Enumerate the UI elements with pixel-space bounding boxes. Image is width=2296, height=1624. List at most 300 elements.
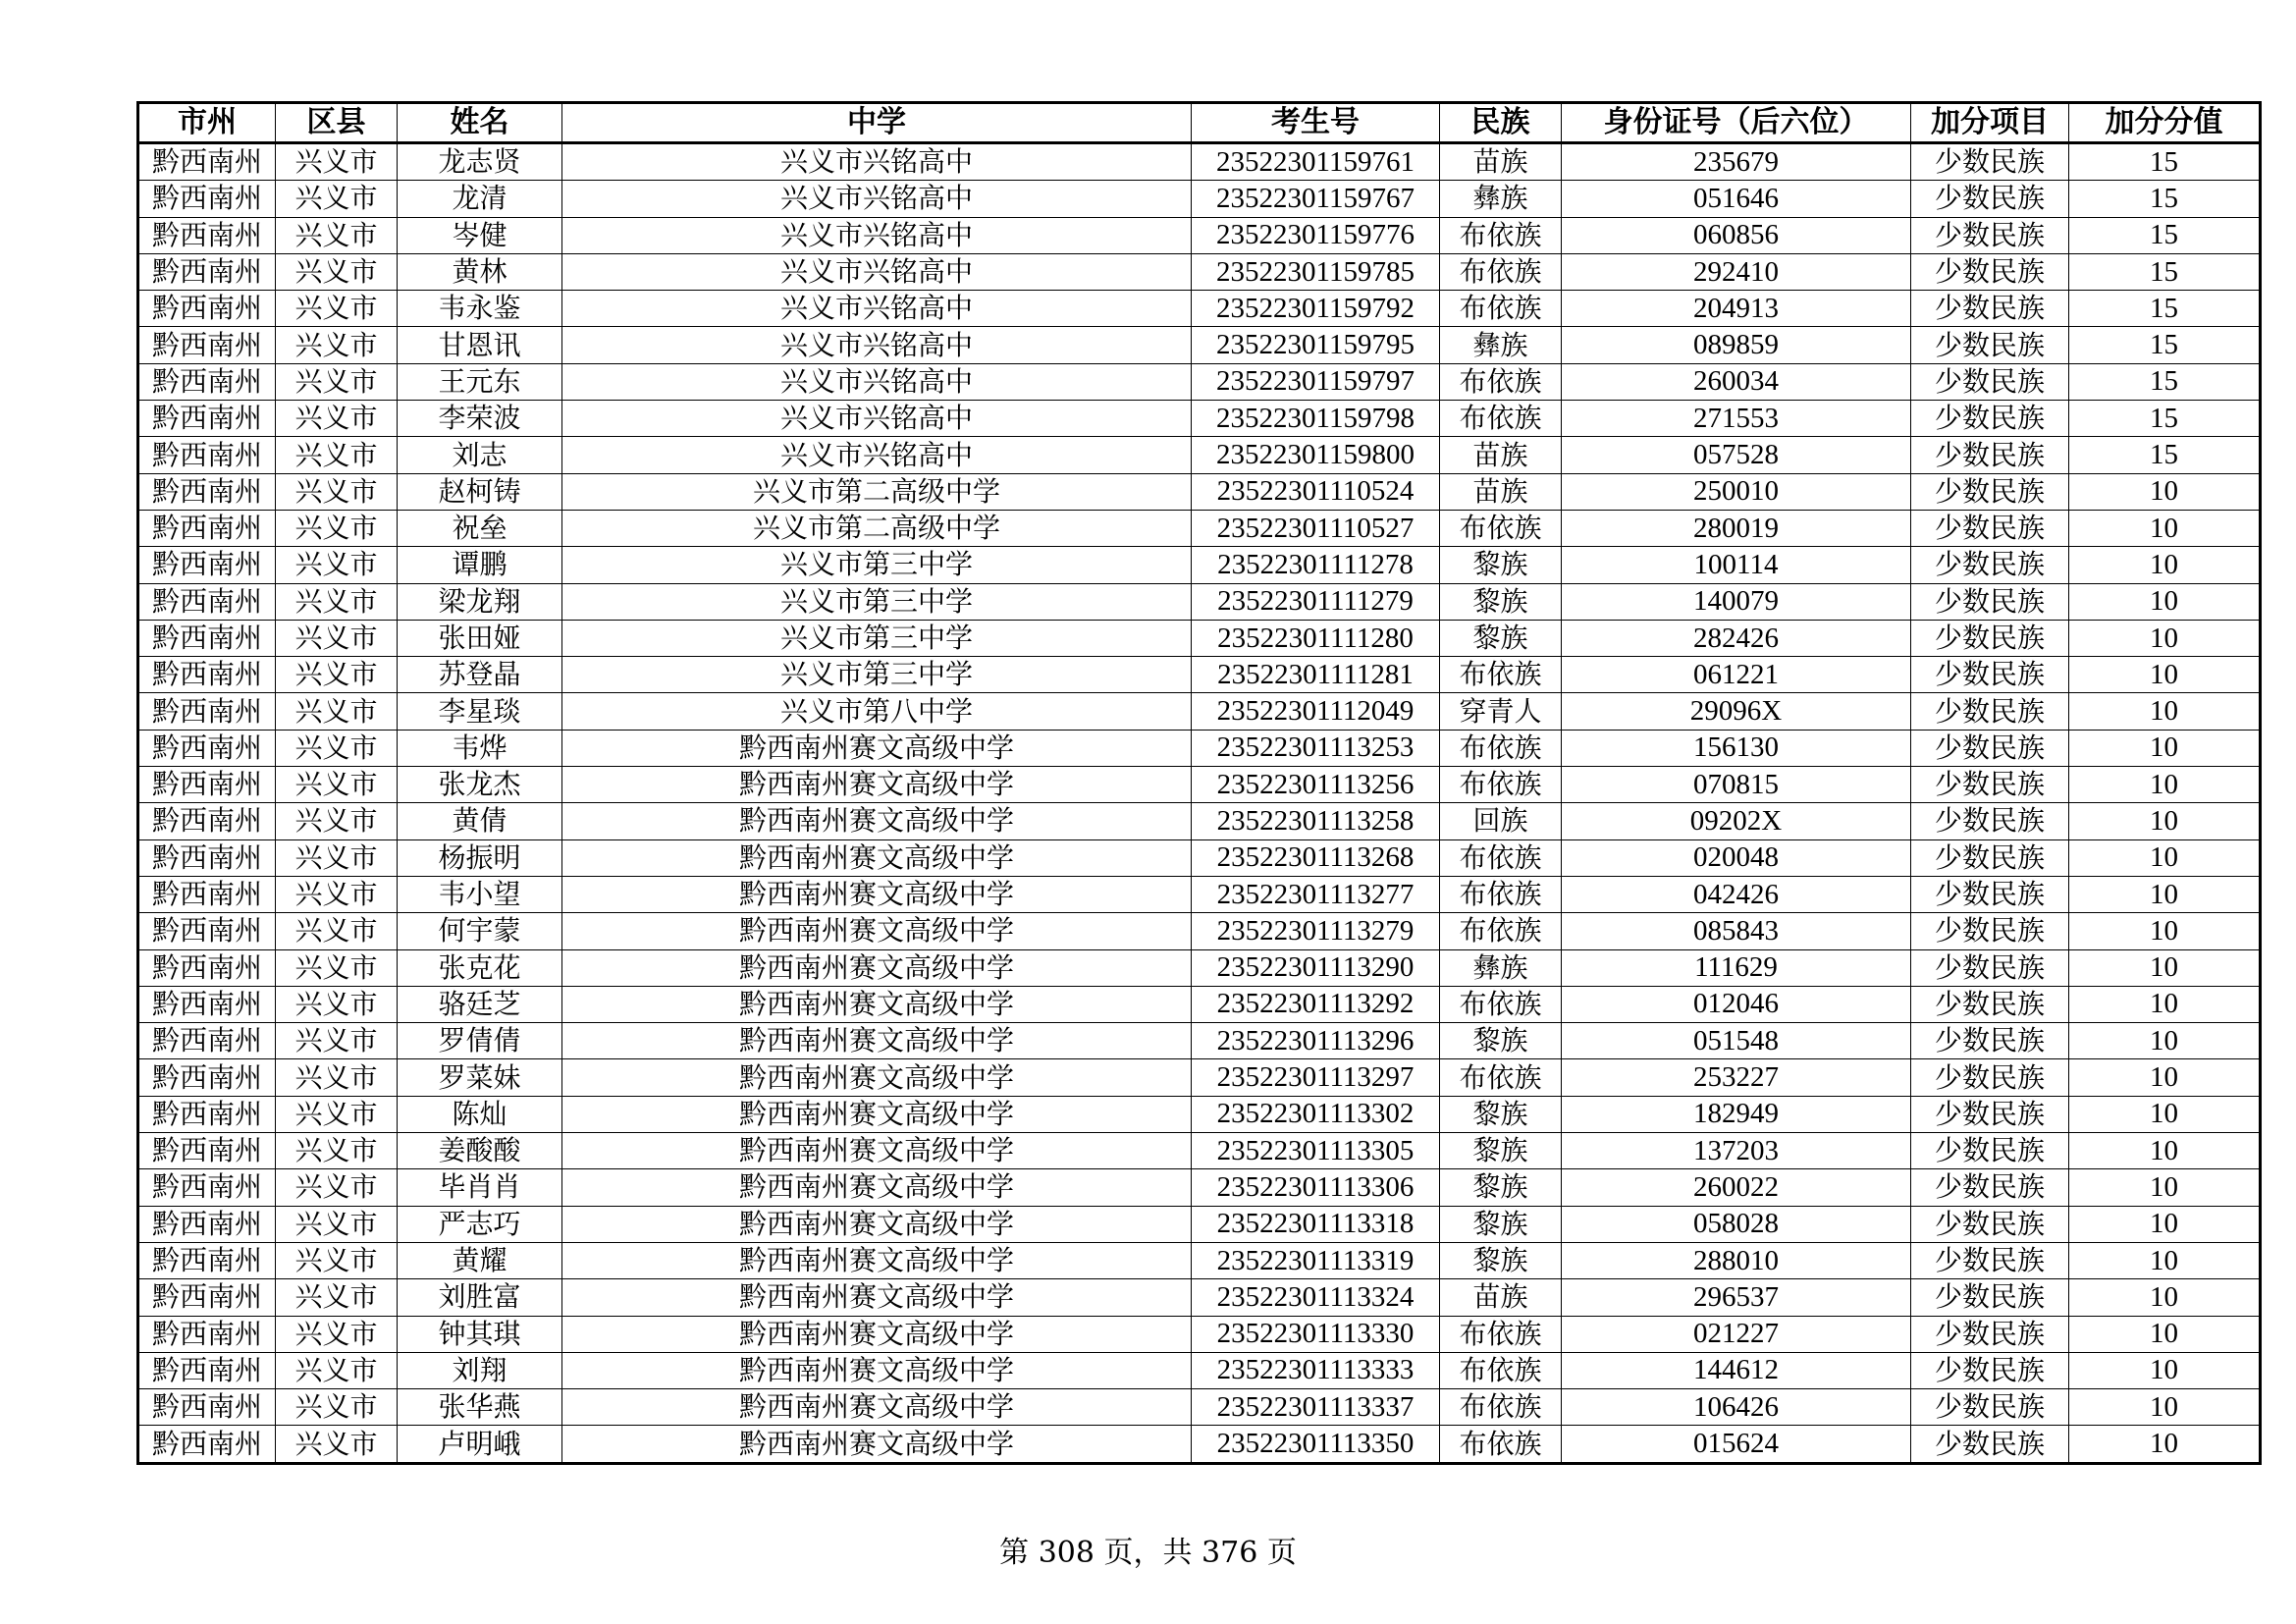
cell-city: 黔西南州	[138, 1059, 276, 1096]
cell-bonus-value: 10	[2069, 839, 2261, 876]
cell-bonus-value: 10	[2069, 657, 2261, 693]
cell-ethnicity: 布依族	[1440, 253, 1562, 290]
cell-district: 兴义市	[276, 1096, 398, 1132]
cell-ethnicity: 布依族	[1440, 730, 1562, 766]
cell-school: 黔西南州赛文高级中学	[562, 1169, 1192, 1206]
cell-id-last-six: 253227	[1562, 1059, 1911, 1096]
cell-district: 兴义市	[276, 217, 398, 253]
cell-name: 刘胜富	[398, 1279, 562, 1316]
cell-bonus-value: 15	[2069, 327, 2261, 363]
cell-ethnicity: 苗族	[1440, 437, 1562, 473]
cell-name: 李星琰	[398, 693, 562, 730]
cell-name: 何宇蒙	[398, 913, 562, 949]
page-number: 第 308 页，共 376 页	[999, 1536, 1297, 1570]
cell-exam-number: 23522301113305	[1192, 1133, 1440, 1169]
table-row	[138, 437, 2261, 473]
cell-city: 黔西南州	[138, 291, 276, 327]
cell-ethnicity: 布依族	[1440, 291, 1562, 327]
cell-school: 黔西南州赛文高级中学	[562, 1426, 1192, 1463]
cell-bonus-value: 10	[2069, 1096, 2261, 1132]
cell-name: 赵柯铸	[398, 473, 562, 510]
cell-bonus-item: 少数民族	[1911, 1279, 2069, 1316]
cell-bonus-item: 少数民族	[1911, 1242, 2069, 1278]
header-school: 中学	[562, 103, 1192, 143]
cell-ethnicity: 黎族	[1440, 1206, 1562, 1242]
cell-ethnicity: 布依族	[1440, 363, 1562, 400]
table-row	[138, 401, 2261, 437]
cell-id-last-six: 288010	[1562, 1242, 1911, 1278]
cell-id-last-six: 271553	[1562, 401, 1911, 437]
cell-bonus-value: 10	[2069, 876, 2261, 912]
cell-ethnicity: 布依族	[1440, 657, 1562, 693]
cell-id-last-six: 106426	[1562, 1389, 1911, 1426]
table-row	[138, 1352, 2261, 1388]
table-row	[138, 510, 2261, 546]
cell-exam-number: 23522301113319	[1192, 1242, 1440, 1278]
cell-bonus-value: 10	[2069, 1023, 2261, 1059]
cell-name: 甘恩讯	[398, 327, 562, 363]
cell-school: 黔西南州赛文高级中学	[562, 1242, 1192, 1278]
cell-ethnicity: 彝族	[1440, 327, 1562, 363]
cell-bonus-item: 少数民族	[1911, 437, 2069, 473]
cell-city: 黔西南州	[138, 1279, 276, 1316]
cell-name: 韦烨	[398, 730, 562, 766]
header-city: 市州	[138, 103, 276, 143]
cell-school: 兴义市兴铭高中	[562, 363, 1192, 400]
cell-city: 黔西南州	[138, 1133, 276, 1169]
cell-city: 黔西南州	[138, 657, 276, 693]
cell-city: 黔西南州	[138, 510, 276, 546]
table-row	[138, 1169, 2261, 1206]
cell-ethnicity: 苗族	[1440, 143, 1562, 181]
cell-id-last-six: 057528	[1562, 437, 1911, 473]
cell-exam-number: 23522301113268	[1192, 839, 1440, 876]
cell-district: 兴义市	[276, 1352, 398, 1388]
cell-school: 兴义市第二高级中学	[562, 473, 1192, 510]
cell-bonus-item: 少数民族	[1911, 839, 2069, 876]
cell-ethnicity: 布依族	[1440, 839, 1562, 876]
cell-id-last-six: 061221	[1562, 657, 1911, 693]
table-row	[138, 1426, 2261, 1463]
cell-exam-number: 23522301113253	[1192, 730, 1440, 766]
cell-exam-number: 23522301113337	[1192, 1389, 1440, 1426]
cell-district: 兴义市	[276, 803, 398, 839]
cell-ethnicity: 黎族	[1440, 1096, 1562, 1132]
cell-bonus-value: 10	[2069, 986, 2261, 1022]
cell-bonus-value: 10	[2069, 547, 2261, 583]
cell-bonus-item: 少数民族	[1911, 913, 2069, 949]
cell-school: 黔西南州赛文高级中学	[562, 1316, 1192, 1352]
cell-district: 兴义市	[276, 401, 398, 437]
cell-school: 兴义市第三中学	[562, 620, 1192, 656]
cell-bonus-value: 15	[2069, 363, 2261, 400]
cell-bonus-item: 少数民族	[1911, 1316, 2069, 1352]
cell-city: 黔西南州	[138, 1096, 276, 1132]
cell-bonus-value: 15	[2069, 253, 2261, 290]
cell-exam-number: 23522301159795	[1192, 327, 1440, 363]
cell-id-last-six: 089859	[1562, 327, 1911, 363]
cell-bonus-item: 少数民族	[1911, 1206, 2069, 1242]
cell-bonus-value: 10	[2069, 913, 2261, 949]
cell-school: 黔西南州赛文高级中学	[562, 986, 1192, 1022]
cell-exam-number: 23522301113296	[1192, 1023, 1440, 1059]
cell-id-last-six: 296537	[1562, 1279, 1911, 1316]
cell-city: 黔西南州	[138, 1206, 276, 1242]
cell-city: 黔西南州	[138, 363, 276, 400]
table-row	[138, 473, 2261, 510]
cell-school: 兴义市第八中学	[562, 693, 1192, 730]
cell-bonus-value: 15	[2069, 437, 2261, 473]
header-bonus-value: 加分分值	[2069, 103, 2261, 143]
cell-ethnicity: 黎族	[1440, 583, 1562, 620]
cell-district: 兴义市	[276, 1279, 398, 1316]
cell-district: 兴义市	[276, 1389, 398, 1426]
cell-district: 兴义市	[276, 363, 398, 400]
cell-bonus-value: 15	[2069, 401, 2261, 437]
cell-name: 黄耀	[398, 1242, 562, 1278]
cell-school: 黔西南州赛文高级中学	[562, 1279, 1192, 1316]
cell-city: 黔西南州	[138, 1389, 276, 1426]
cell-id-last-six: 204913	[1562, 291, 1911, 327]
table-row	[138, 876, 2261, 912]
cell-city: 黔西南州	[138, 327, 276, 363]
cell-id-last-six: 085843	[1562, 913, 1911, 949]
cell-school: 兴义市第二高级中学	[562, 510, 1192, 546]
cell-school: 黔西南州赛文高级中学	[562, 839, 1192, 876]
cell-district: 兴义市	[276, 181, 398, 217]
cell-school: 黔西南州赛文高级中学	[562, 876, 1192, 912]
cell-district: 兴义市	[276, 1316, 398, 1352]
cell-bonus-value: 10	[2069, 1352, 2261, 1388]
cell-exam-number: 23522301111280	[1192, 620, 1440, 656]
cell-district: 兴义市	[276, 437, 398, 473]
cell-ethnicity: 黎族	[1440, 547, 1562, 583]
cell-ethnicity: 布依族	[1440, 986, 1562, 1022]
cell-bonus-item: 少数民族	[1911, 143, 2069, 181]
table-row	[138, 327, 2261, 363]
table-row	[138, 1279, 2261, 1316]
cell-bonus-item: 少数民族	[1911, 1096, 2069, 1132]
cell-exam-number: 23522301113277	[1192, 876, 1440, 912]
cell-bonus-value: 15	[2069, 143, 2261, 181]
cell-school: 兴义市兴铭高中	[562, 253, 1192, 290]
cell-id-last-six: 156130	[1562, 730, 1911, 766]
cell-bonus-item: 少数民族	[1911, 657, 2069, 693]
cell-name: 龙志贤	[398, 143, 562, 181]
cell-bonus-value: 10	[2069, 949, 2261, 986]
cell-name: 李荣波	[398, 401, 562, 437]
cell-district: 兴义市	[276, 949, 398, 986]
cell-ethnicity: 布依族	[1440, 1316, 1562, 1352]
cell-name: 韦永鉴	[398, 291, 562, 327]
cell-ethnicity: 彝族	[1440, 949, 1562, 986]
table-body	[138, 143, 2261, 1464]
cell-name: 杨振明	[398, 839, 562, 876]
cell-name: 张龙杰	[398, 767, 562, 803]
cell-city: 黔西南州	[138, 547, 276, 583]
cell-bonus-value: 10	[2069, 1169, 2261, 1206]
cell-name: 谭鹏	[398, 547, 562, 583]
cell-bonus-item: 少数民族	[1911, 693, 2069, 730]
cell-id-last-six: 144612	[1562, 1352, 1911, 1388]
cell-name: 毕肖肖	[398, 1169, 562, 1206]
cell-exam-number: 23522301110527	[1192, 510, 1440, 546]
cell-ethnicity: 布依族	[1440, 767, 1562, 803]
cell-city: 黔西南州	[138, 1426, 276, 1463]
cell-district: 兴义市	[276, 583, 398, 620]
cell-exam-number: 23522301113258	[1192, 803, 1440, 839]
cell-name: 陈灿	[398, 1096, 562, 1132]
cell-school: 兴义市第三中学	[562, 657, 1192, 693]
cell-bonus-item: 少数民族	[1911, 473, 2069, 510]
cell-ethnicity: 回族	[1440, 803, 1562, 839]
cell-id-last-six: 260034	[1562, 363, 1911, 400]
cell-bonus-item: 少数民族	[1911, 1352, 2069, 1388]
cell-ethnicity: 黎族	[1440, 1023, 1562, 1059]
cell-exam-number: 23522301113279	[1192, 913, 1440, 949]
cell-bonus-item: 少数民族	[1911, 327, 2069, 363]
cell-exam-number: 23522301113292	[1192, 986, 1440, 1022]
cell-id-last-six: 182949	[1562, 1096, 1911, 1132]
cell-exam-number: 23522301159792	[1192, 291, 1440, 327]
cell-id-last-six: 250010	[1562, 473, 1911, 510]
cell-school: 兴义市兴铭高中	[562, 143, 1192, 181]
bonus-points-table	[136, 101, 2262, 1465]
cell-name: 韦小望	[398, 876, 562, 912]
cell-city: 黔西南州	[138, 143, 276, 181]
cell-ethnicity: 苗族	[1440, 1279, 1562, 1316]
cell-ethnicity: 苗族	[1440, 473, 1562, 510]
cell-district: 兴义市	[276, 1206, 398, 1242]
cell-city: 黔西南州	[138, 473, 276, 510]
table-row	[138, 1059, 2261, 1096]
cell-bonus-item: 少数民族	[1911, 730, 2069, 766]
table-row	[138, 949, 2261, 986]
cell-exam-number: 23522301159785	[1192, 253, 1440, 290]
cell-ethnicity: 布依族	[1440, 876, 1562, 912]
cell-school: 兴义市兴铭高中	[562, 217, 1192, 253]
cell-name: 王元东	[398, 363, 562, 400]
cell-district: 兴义市	[276, 327, 398, 363]
table-row	[138, 620, 2261, 656]
cell-bonus-value: 15	[2069, 217, 2261, 253]
cell-district: 兴义市	[276, 657, 398, 693]
cell-bonus-item: 少数民族	[1911, 1426, 2069, 1463]
cell-ethnicity: 布依族	[1440, 1389, 1562, 1426]
cell-city: 黔西南州	[138, 693, 276, 730]
cell-name: 岑健	[398, 217, 562, 253]
cell-id-last-six: 100114	[1562, 547, 1911, 583]
cell-ethnicity: 黎族	[1440, 620, 1562, 656]
cell-city: 黔西南州	[138, 583, 276, 620]
cell-city: 黔西南州	[138, 401, 276, 437]
table-header-row	[138, 103, 2261, 143]
cell-district: 兴义市	[276, 767, 398, 803]
cell-id-last-six: 020048	[1562, 839, 1911, 876]
cell-bonus-value: 10	[2069, 803, 2261, 839]
cell-district: 兴义市	[276, 1059, 398, 1096]
cell-district: 兴义市	[276, 876, 398, 912]
table-row	[138, 1133, 2261, 1169]
cell-bonus-item: 少数民族	[1911, 291, 2069, 327]
cell-name: 张田娅	[398, 620, 562, 656]
cell-bonus-item: 少数民族	[1911, 949, 2069, 986]
cell-bonus-item: 少数民族	[1911, 767, 2069, 803]
cell-exam-number: 23522301113350	[1192, 1426, 1440, 1463]
cell-id-last-six: 021227	[1562, 1316, 1911, 1352]
table-row	[138, 583, 2261, 620]
cell-exam-number: 23522301113302	[1192, 1096, 1440, 1132]
cell-bonus-value: 10	[2069, 620, 2261, 656]
cell-exam-number: 23522301159761	[1192, 143, 1440, 181]
cell-name: 骆廷芝	[398, 986, 562, 1022]
cell-name: 严志巧	[398, 1206, 562, 1242]
cell-district: 兴义市	[276, 986, 398, 1022]
cell-district: 兴义市	[276, 547, 398, 583]
table-row	[138, 1023, 2261, 1059]
cell-ethnicity: 黎族	[1440, 1169, 1562, 1206]
cell-exam-number: 23522301111281	[1192, 657, 1440, 693]
cell-ethnicity: 黎族	[1440, 1133, 1562, 1169]
cell-id-last-six: 282426	[1562, 620, 1911, 656]
cell-district: 兴义市	[276, 1169, 398, 1206]
cell-district: 兴义市	[276, 1133, 398, 1169]
cell-id-last-six: 260022	[1562, 1169, 1911, 1206]
cell-name: 钟其琪	[398, 1316, 562, 1352]
header-name: 姓名	[398, 103, 562, 143]
table-row	[138, 1206, 2261, 1242]
cell-exam-number: 23522301113290	[1192, 949, 1440, 986]
cell-school: 黔西南州赛文高级中学	[562, 1352, 1192, 1388]
cell-exam-number: 23522301159776	[1192, 217, 1440, 253]
cell-city: 黔西南州	[138, 1242, 276, 1278]
table-row	[138, 839, 2261, 876]
header-district: 区县	[276, 103, 398, 143]
cell-school: 兴义市兴铭高中	[562, 291, 1192, 327]
cell-district: 兴义市	[276, 1426, 398, 1463]
cell-school: 黔西南州赛文高级中学	[562, 730, 1192, 766]
cell-bonus-value: 10	[2069, 1206, 2261, 1242]
cell-bonus-value: 10	[2069, 1059, 2261, 1096]
cell-name: 龙清	[398, 181, 562, 217]
cell-bonus-item: 少数民族	[1911, 1389, 2069, 1426]
header-exam-number: 考生号	[1192, 103, 1440, 143]
cell-exam-number: 23522301159800	[1192, 437, 1440, 473]
cell-city: 黔西南州	[138, 913, 276, 949]
cell-bonus-item: 少数民族	[1911, 510, 2069, 546]
cell-district: 兴义市	[276, 143, 398, 181]
cell-id-last-six: 058028	[1562, 1206, 1911, 1242]
cell-name: 罗倩倩	[398, 1023, 562, 1059]
cell-ethnicity: 布依族	[1440, 913, 1562, 949]
cell-exam-number: 23522301113330	[1192, 1316, 1440, 1352]
cell-district: 兴义市	[276, 730, 398, 766]
cell-school: 黔西南州赛文高级中学	[562, 1206, 1192, 1242]
cell-id-last-six: 137203	[1562, 1133, 1911, 1169]
cell-id-last-six: 09202X	[1562, 803, 1911, 839]
cell-city: 黔西南州	[138, 1316, 276, 1352]
cell-id-last-six: 235679	[1562, 143, 1911, 181]
cell-exam-number: 23522301111279	[1192, 583, 1440, 620]
cell-school: 兴义市兴铭高中	[562, 327, 1192, 363]
cell-ethnicity: 黎族	[1440, 1242, 1562, 1278]
cell-city: 黔西南州	[138, 803, 276, 839]
cell-id-last-six: 042426	[1562, 876, 1911, 912]
cell-school: 黔西南州赛文高级中学	[562, 1389, 1192, 1426]
cell-name: 祝垒	[398, 510, 562, 546]
cell-bonus-value: 10	[2069, 1133, 2261, 1169]
cell-id-last-six: 111629	[1562, 949, 1911, 986]
cell-bonus-value: 10	[2069, 473, 2261, 510]
cell-school: 黔西南州赛文高级中学	[562, 1023, 1192, 1059]
cell-name: 刘志	[398, 437, 562, 473]
cell-city: 黔西南州	[138, 1352, 276, 1388]
cell-name: 张华燕	[398, 1389, 562, 1426]
cell-ethnicity: 布依族	[1440, 1352, 1562, 1388]
cell-city: 黔西南州	[138, 253, 276, 290]
cell-bonus-value: 10	[2069, 1389, 2261, 1426]
cell-city: 黔西南州	[138, 217, 276, 253]
table-row	[138, 913, 2261, 949]
cell-bonus-item: 少数民族	[1911, 620, 2069, 656]
cell-bonus-item: 少数民族	[1911, 547, 2069, 583]
cell-city: 黔西南州	[138, 839, 276, 876]
cell-district: 兴义市	[276, 510, 398, 546]
cell-id-last-six: 051548	[1562, 1023, 1911, 1059]
cell-bonus-item: 少数民族	[1911, 253, 2069, 290]
cell-exam-number: 23522301113306	[1192, 1169, 1440, 1206]
cell-bonus-value: 10	[2069, 730, 2261, 766]
cell-id-last-six: 280019	[1562, 510, 1911, 546]
cell-id-last-six: 070815	[1562, 767, 1911, 803]
cell-name: 张克花	[398, 949, 562, 986]
cell-name: 黄林	[398, 253, 562, 290]
cell-bonus-item: 少数民族	[1911, 1023, 2069, 1059]
table-row	[138, 730, 2261, 766]
cell-bonus-value: 10	[2069, 767, 2261, 803]
cell-district: 兴义市	[276, 291, 398, 327]
table-row	[138, 547, 2261, 583]
cell-name: 卢明峨	[398, 1426, 562, 1463]
table-row	[138, 767, 2261, 803]
table-row	[138, 693, 2261, 730]
cell-bonus-value: 15	[2069, 181, 2261, 217]
cell-id-last-six: 29096X	[1562, 693, 1911, 730]
cell-school: 黔西南州赛文高级中学	[562, 949, 1192, 986]
table-row	[138, 253, 2261, 290]
cell-ethnicity: 布依族	[1440, 510, 1562, 546]
cell-exam-number: 23522301113297	[1192, 1059, 1440, 1096]
table-row	[138, 291, 2261, 327]
cell-id-last-six: 060856	[1562, 217, 1911, 253]
cell-city: 黔西南州	[138, 767, 276, 803]
cell-name: 罗菜妹	[398, 1059, 562, 1096]
cell-city: 黔西南州	[138, 1023, 276, 1059]
cell-city: 黔西南州	[138, 181, 276, 217]
cell-bonus-value: 10	[2069, 583, 2261, 620]
cell-id-last-six: 015624	[1562, 1426, 1911, 1463]
cell-ethnicity: 穿青人	[1440, 693, 1562, 730]
cell-exam-number: 23522301110524	[1192, 473, 1440, 510]
cell-school: 兴义市兴铭高中	[562, 437, 1192, 473]
cell-exam-number: 23522301159798	[1192, 401, 1440, 437]
cell-ethnicity: 布依族	[1440, 1059, 1562, 1096]
cell-name: 梁龙翔	[398, 583, 562, 620]
cell-exam-number: 23522301113333	[1192, 1352, 1440, 1388]
table-row	[138, 1096, 2261, 1132]
table-row	[138, 986, 2261, 1022]
cell-ethnicity: 彝族	[1440, 181, 1562, 217]
